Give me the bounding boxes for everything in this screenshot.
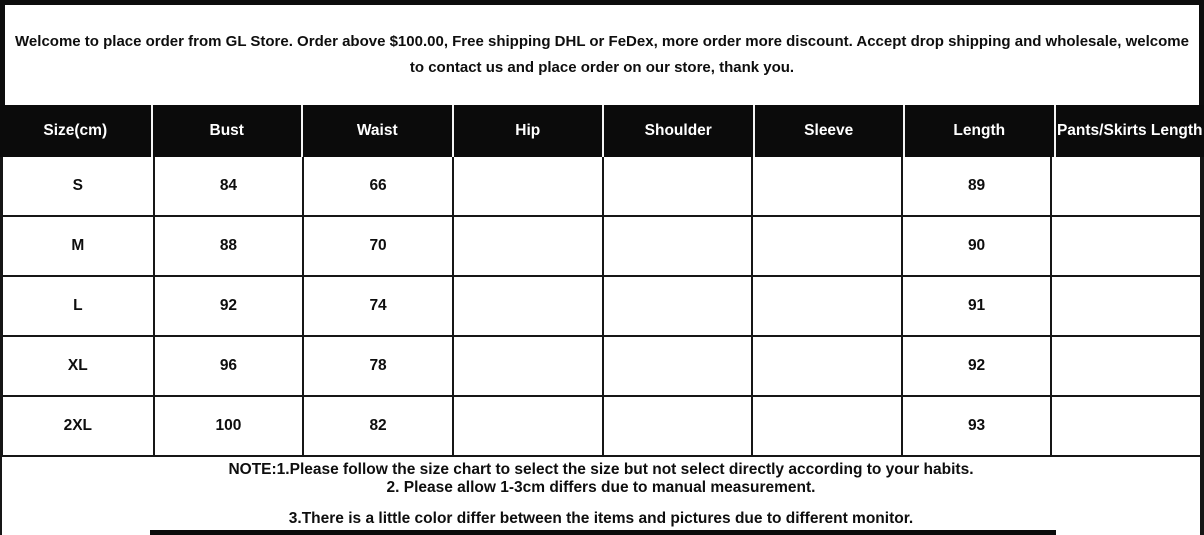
table-cell xyxy=(452,397,602,455)
table-cell: XL xyxy=(67,357,88,374)
table-cell xyxy=(1050,397,1200,455)
table-cell: 66 xyxy=(302,157,452,215)
table-cell: 78 xyxy=(302,337,452,395)
table-cell xyxy=(1050,337,1200,395)
table-cell: 92 xyxy=(901,337,1051,395)
table-cell: 96 xyxy=(153,337,303,395)
table-cell xyxy=(1050,217,1200,275)
table-cell: 74 xyxy=(302,277,452,335)
table-cell: M xyxy=(71,237,85,254)
size-chart-table xyxy=(0,105,1204,457)
table-cell xyxy=(452,277,602,335)
table-cell: 88 xyxy=(153,217,303,275)
table-cell xyxy=(751,277,901,335)
table-cell: 82 xyxy=(302,397,452,455)
table-row-2xl xyxy=(3,397,1200,457)
table-cell: 100 xyxy=(153,397,303,455)
table-header-row xyxy=(0,105,1204,157)
table-cell: 84 xyxy=(153,157,303,215)
table-row-s xyxy=(3,157,1200,217)
header-cell-pants-skirts-length: Pants/Skirts Length xyxy=(1054,105,1204,157)
note-spacer xyxy=(2,496,1200,510)
table-cell: 70 xyxy=(302,217,452,275)
bottom-divider-bar xyxy=(150,530,1056,535)
note-line-1: NOTE:1.Please follow the size chart to select the size but not select directly according to your habits. xyxy=(228,461,974,478)
table-row-m xyxy=(3,217,1200,277)
table-cell: S xyxy=(72,177,83,194)
table-cell: 92 xyxy=(153,277,303,335)
table-cell xyxy=(1050,157,1200,215)
header-cell-length: Length xyxy=(903,105,1054,157)
table-cell: 2XL xyxy=(63,417,93,434)
table-cell xyxy=(751,337,901,395)
table-cell: 90 xyxy=(901,217,1051,275)
table-row-l xyxy=(3,277,1200,337)
table-cell: 91 xyxy=(901,277,1051,335)
welcome-banner xyxy=(0,0,1204,105)
header-cell-sleeve: Sleeve xyxy=(753,105,904,157)
table-cell xyxy=(602,157,752,215)
table-cell xyxy=(751,397,901,455)
header-cell-shoulder: Shoulder xyxy=(602,105,753,157)
table-cell: L xyxy=(73,297,83,314)
header-cell-waist: Waist xyxy=(301,105,452,157)
table-body xyxy=(0,157,1204,457)
table-cell xyxy=(452,217,602,275)
header-cell-bust: Bust xyxy=(151,105,302,157)
header-cell-hip: Hip xyxy=(452,105,603,157)
table-cell xyxy=(751,217,901,275)
table-cell xyxy=(751,157,901,215)
table-cell xyxy=(1050,277,1200,335)
table-cell: 89 xyxy=(901,157,1051,215)
table-cell xyxy=(452,337,602,395)
welcome-text: Welcome to place order from GL Store. Order above $100.00, Free shipping DHL or FeDex, more order more discount. Accept drop shipping and wholesale, welcome to contact us and place order on our store, thank you. xyxy=(15,33,1189,76)
table-cell xyxy=(602,337,752,395)
table-cell xyxy=(452,157,602,215)
notes-section xyxy=(0,457,1204,535)
note-line-2: 2. Please allow 1-3cm differs due to manual measurement. xyxy=(386,478,816,496)
table-cell: 93 xyxy=(901,397,1051,455)
table-row-xl xyxy=(3,337,1200,397)
table-cell xyxy=(602,277,752,335)
note-line-3: 3.There is a little color differ between the items and pictures due to different monitor. xyxy=(288,510,914,527)
header-cell-size: Size(cm) xyxy=(43,122,108,139)
table-cell xyxy=(602,217,752,275)
table-cell xyxy=(602,397,752,455)
